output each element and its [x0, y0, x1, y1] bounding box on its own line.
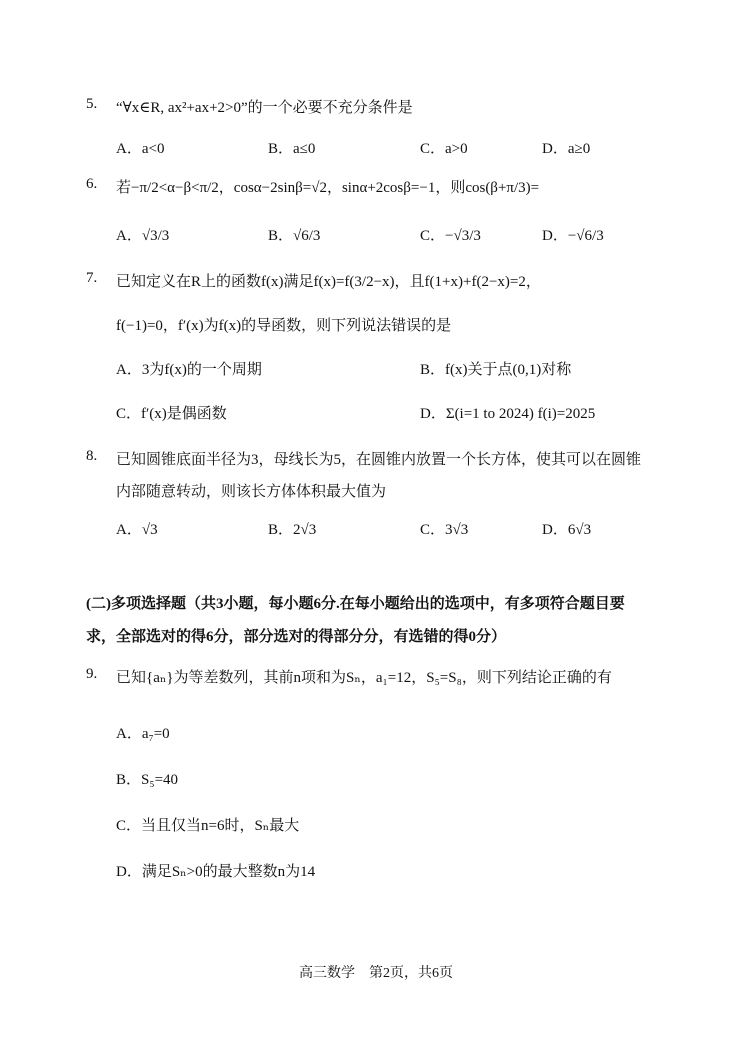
question-stem: 若−π/2<α−β<π/2，cosα−2sinβ=√2，sinα+2cosβ=−1，则cos(β+π/3)=	[116, 180, 540, 196]
q5-option-d: D．a≥0	[542, 141, 591, 157]
q7-option-d: D．Σ(i=1 to 2024) f(i)=2025	[420, 406, 596, 422]
q9-option-c: C．当且仅当n=6时，Sₙ最大	[116, 818, 300, 834]
question-stem-line-1: 已知圆锥底面半径为3，母线长为5，在圆锥内放置一个长方体，使其可以在圆锥	[116, 452, 642, 468]
q9-option-b: B．S₅=40	[116, 772, 179, 788]
question-8-line-2: 内部随意转动，则该长方体体积最大值为	[116, 484, 387, 500]
question-number: 6.	[86, 176, 98, 192]
question-7-line-2: f(−1)=0，f′(x)为f(x)的导函数，则下列说法错误的是	[116, 318, 452, 334]
q9-option-d: D．满足Sₙ>0的最大整数n为14	[116, 864, 316, 880]
q7-option-c: C．f′(x)是偶函数	[116, 406, 227, 422]
question-stem: 已知{aₙ}为等差数列，其前n项和为Sₙ，a₁=12，S₅=S₈，则下列结论正确的有	[116, 670, 612, 686]
q6-option-c: C．−√3/3	[420, 228, 481, 244]
question-number: 8.	[86, 448, 98, 464]
q7-option-b: B．f(x)关于点(0,1)对称	[420, 362, 572, 378]
q6-option-a: A．√3/3	[116, 228, 170, 244]
q5-option-a: A．a<0	[116, 141, 165, 157]
q5-option-c: C．a>0	[420, 141, 468, 157]
q8-option-a: A．√3	[116, 522, 158, 538]
q6-option-b: B．√6/3	[268, 228, 321, 244]
q8-option-d: D．6√3	[542, 522, 592, 538]
question-stem-line-1: 已知定义在R上的函数f(x)满足f(x)=f(3/2−x)，且f(1+x)+f(2−x)=2，	[116, 274, 541, 290]
q5-option-b: B．a≤0	[268, 141, 316, 157]
q8-option-c: C．3√3	[420, 522, 469, 538]
section-heading-line-2: 求，全部选对的得6分，部分选对的得部分分，有选错的得0分）	[86, 629, 507, 645]
page-footer: 高三数学 第2页，共6页	[299, 966, 453, 981]
question-stem: “∀x∈R, ax²+ax+2>0”的一个必要不充分条件是	[116, 100, 413, 116]
q8-option-b: B．2√3	[268, 522, 317, 538]
question-number: 5.	[86, 96, 98, 112]
question-number: 7.	[86, 270, 98, 286]
q7-option-a: A．3为f(x)的一个周期	[116, 362, 262, 378]
section-heading-line-1: (二)多项选择题（共3小题，每小题6分.在每小题给出的选项中，有多项符合题目要	[86, 596, 625, 612]
q9-option-a: A．a₇=0	[116, 726, 170, 742]
q6-option-d: D．−√6/3	[542, 228, 604, 244]
question-number: 9.	[86, 666, 98, 682]
